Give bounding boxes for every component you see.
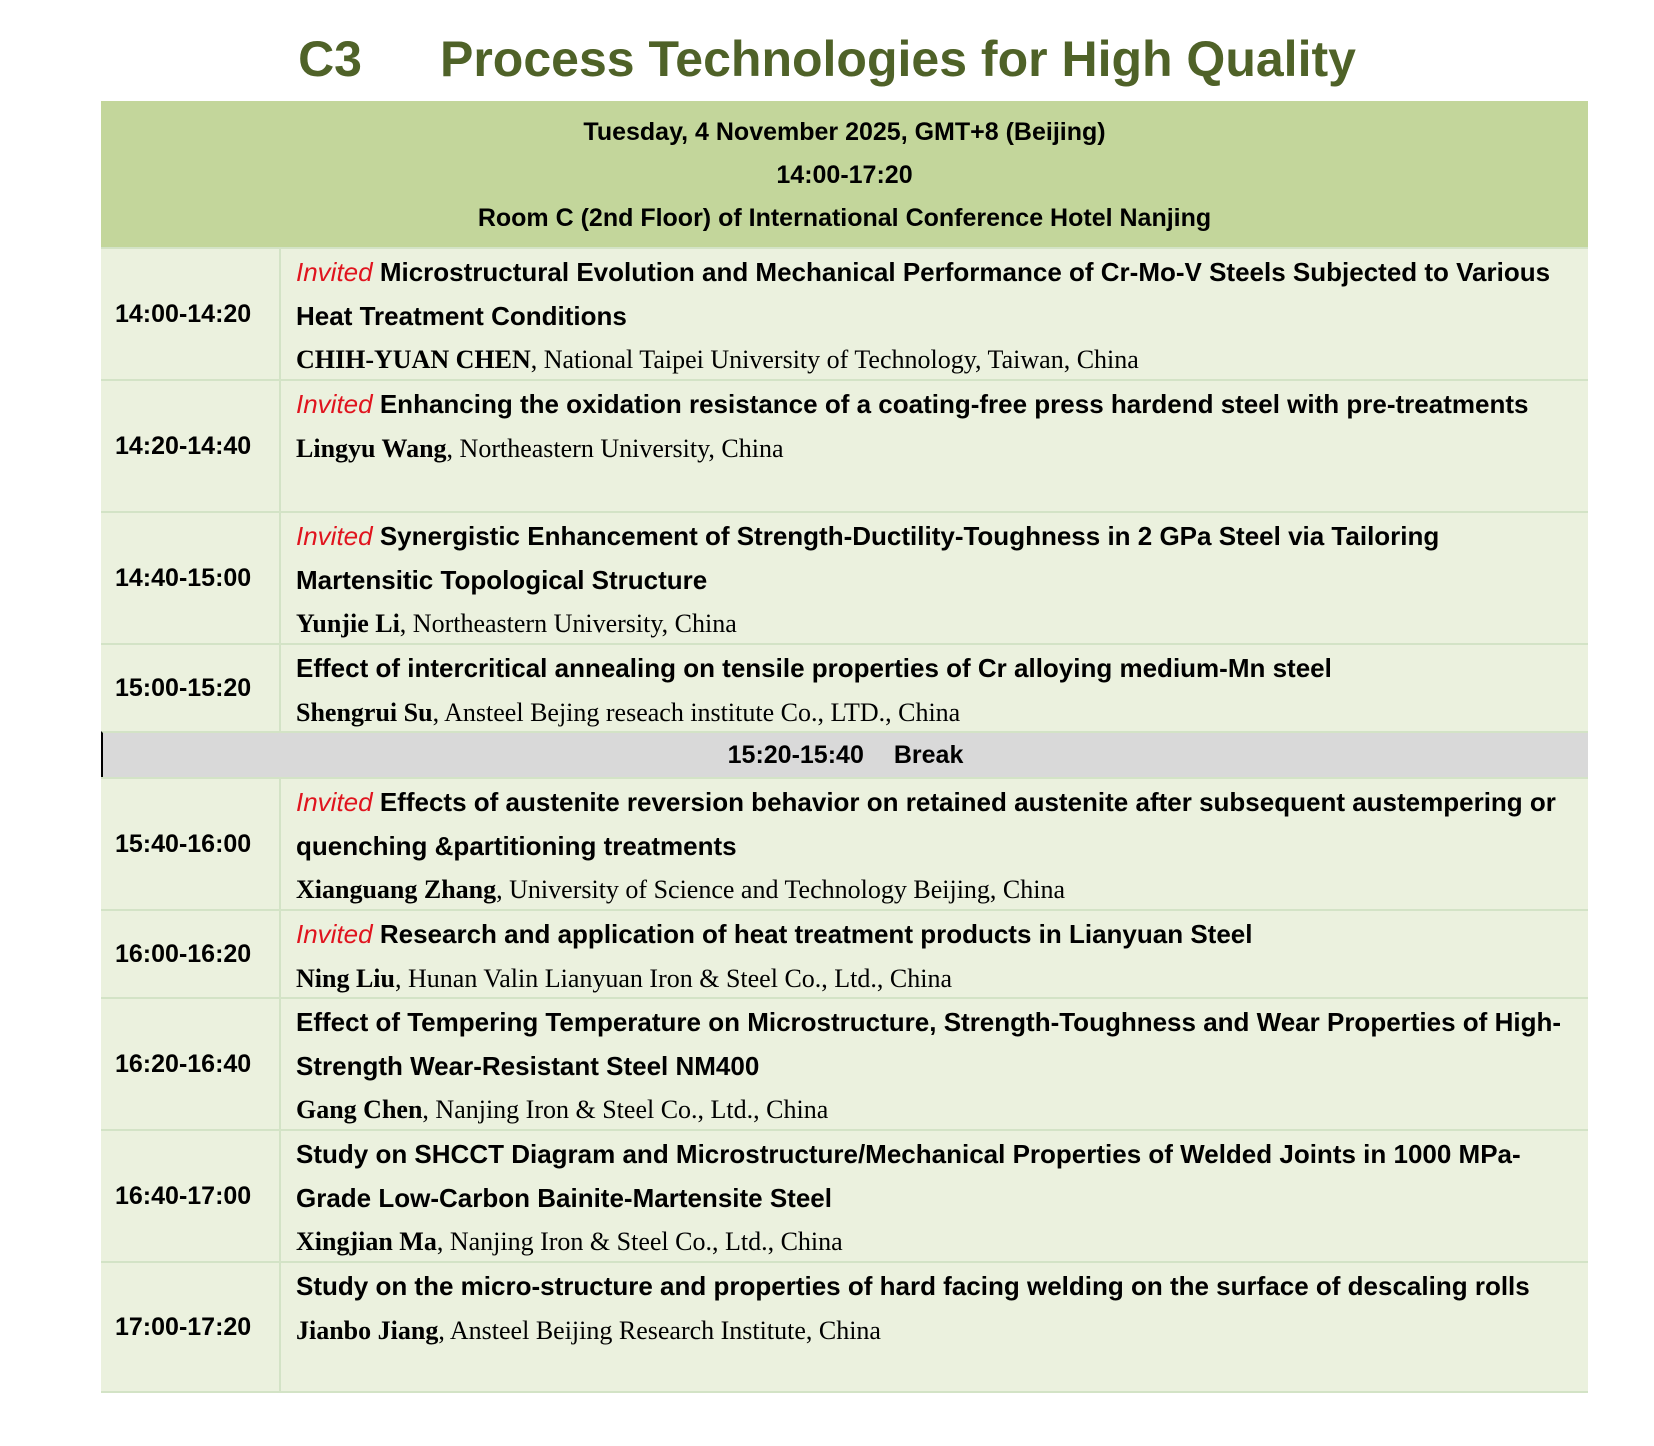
talk-title <box>296 383 1576 427</box>
talk-title-text: Research and application of heat treatment products in Lianyuan Steel <box>379 919 1253 949</box>
talk-author <box>296 602 1576 645</box>
author-name: Yunjie Li <box>296 609 400 638</box>
talk-details <box>281 645 1588 731</box>
talk-row <box>101 1129 1588 1261</box>
break-label: Break <box>893 741 964 769</box>
invited-label: Invited <box>296 919 373 949</box>
author-affiliation: , Northeastern University, China <box>399 609 737 638</box>
author-affiliation: , Hunan Valin Lianyuan Iron & Steel Co., Ltd., China <box>395 963 952 993</box>
invited-label: Invited <box>296 257 373 287</box>
talk-author <box>296 427 1576 470</box>
talk-title-text: Enhancing the oxidation resistance of a coating-free press hardend steel with pre-treatments <box>379 389 1529 419</box>
talk-time: 15:00-15:20 <box>101 645 281 731</box>
talk-details <box>281 249 1588 379</box>
author-name: Jianbo Jiang <box>296 1315 439 1345</box>
talk-title-text: Effect of intercritical annealing on tensile properties of Cr alloying medium-Mn steel <box>296 653 1332 683</box>
talk-row <box>101 777 1588 909</box>
talk-details <box>281 911 1588 997</box>
talk-row <box>101 1261 1588 1393</box>
author-name: Xingjian Ma <box>296 1227 437 1256</box>
talk-title-text: Microstructural Evolution and Mechanical Performance of Cr-Mo-V Steels Subjected to Various Heat Treatment Conditions <box>296 257 1551 331</box>
talk-title <box>296 647 1576 691</box>
talk-row <box>101 511 1588 643</box>
talk-title <box>296 913 1576 957</box>
author-name: Xianguang Zhang <box>296 875 497 904</box>
talk-row <box>101 379 1588 511</box>
talk-title <box>296 1265 1576 1309</box>
session-code: C3 <box>298 31 362 87</box>
talk-time: 17:00-17:20 <box>101 1263 281 1391</box>
talk-time: 16:20-16:40 <box>101 999 281 1129</box>
author-affiliation: , National Taipei University of Technology, Taiwan, China <box>530 345 1139 374</box>
invited-label: Invited <box>296 389 373 419</box>
invited-label: Invited <box>296 521 373 551</box>
author-affiliation: , University of Science and Technology Beijing, China <box>496 875 1066 904</box>
author-name: Gang Chen <box>296 1095 423 1124</box>
talk-details <box>281 779 1588 909</box>
talk-title <box>296 781 1576 868</box>
session-header <box>101 101 1588 247</box>
author-name: Shengrui Su <box>296 697 433 727</box>
author-affiliation: , Northeastern University, China <box>446 433 784 463</box>
talk-author <box>296 957 1576 1000</box>
session-name: Process Technologies for High Quality <box>440 31 1356 87</box>
talk-author <box>296 1088 1576 1131</box>
talk-title-text: Effects of austenite reversion behavior on retained austenite after subsequent austempering or quenching &partitioning treatments <box>296 787 1556 861</box>
author-name: Lingyu Wang <box>296 433 447 463</box>
page-title <box>0 26 1654 92</box>
talk-details <box>281 1263 1588 1391</box>
invited-label: Invited <box>296 787 373 817</box>
session-time: 14:00-17:20 <box>776 161 913 189</box>
break-time: 15:20-15:40 <box>727 741 864 769</box>
author-affiliation: , Ansteel Beijing Research Institute, China <box>438 1315 881 1345</box>
talk-time: 14:40-15:00 <box>101 513 281 643</box>
talk-time: 16:40-17:00 <box>101 1131 281 1261</box>
talk-time: 16:00-16:20 <box>101 911 281 997</box>
talk-author <box>296 691 1576 734</box>
talk-title-text: Effect of Tempering Temperature on Microstructure, Strength-Toughness and Wear Properties of High-Strength Wear-Resistant Steel NM400 <box>296 1007 1561 1081</box>
author-affiliation: , Nanjing Iron & Steel Co., Ltd., China <box>422 1095 829 1124</box>
talk-time: 14:00-14:20 <box>101 249 281 379</box>
talk-title-text: Synergistic Enhancement of Strength-Ductility-Toughness in 2 GPa Steel via Tailoring Martensitic Topological Structure <box>296 521 1440 595</box>
break-row <box>101 731 1588 777</box>
talk-details <box>281 381 1588 511</box>
talk-details <box>281 513 1588 643</box>
talk-author <box>296 338 1576 381</box>
talk-title <box>296 1133 1576 1220</box>
talk-row <box>101 909 1588 997</box>
session-room: Room C (2nd Floor) of International Conference Hotel Nanjing <box>477 204 1212 232</box>
author-affiliation: , Ansteel Bejing reseach institute Co., LTD., China <box>432 697 961 727</box>
talk-title <box>296 251 1576 338</box>
talk-title-text: Study on the micro-structure and properties of hard facing welding on the surface of descaling rolls <box>296 1271 1530 1301</box>
talk-details <box>281 1131 1588 1261</box>
session-date: Tuesday, 4 November 2025, GMT+8 (Beijing) <box>583 118 1106 146</box>
talk-time: 14:20-14:40 <box>101 381 281 511</box>
talk-author <box>296 868 1576 911</box>
talk-title <box>296 1001 1576 1088</box>
talk-row <box>101 247 1588 379</box>
talk-time: 15:40-16:00 <box>101 779 281 909</box>
talk-details <box>281 999 1588 1129</box>
schedule-table <box>101 101 1588 1393</box>
author-name: CHIH-YUAN CHEN <box>296 345 531 374</box>
author-name: Ning Liu <box>296 963 395 993</box>
talk-author <box>296 1220 1576 1263</box>
talk-author <box>296 1309 1576 1352</box>
talk-row <box>101 643 1588 731</box>
talk-title-text: Study on SHCCT Diagram and Microstructure/Mechanical Properties of Welded Joints in 1000 MPa-Grade Low-Carbon Bainite-Martensite Steel <box>296 1139 1521 1213</box>
author-affiliation: , Nanjing Iron & Steel Co., Ltd., China <box>436 1227 843 1256</box>
talk-row <box>101 997 1588 1129</box>
talk-title <box>296 515 1576 602</box>
